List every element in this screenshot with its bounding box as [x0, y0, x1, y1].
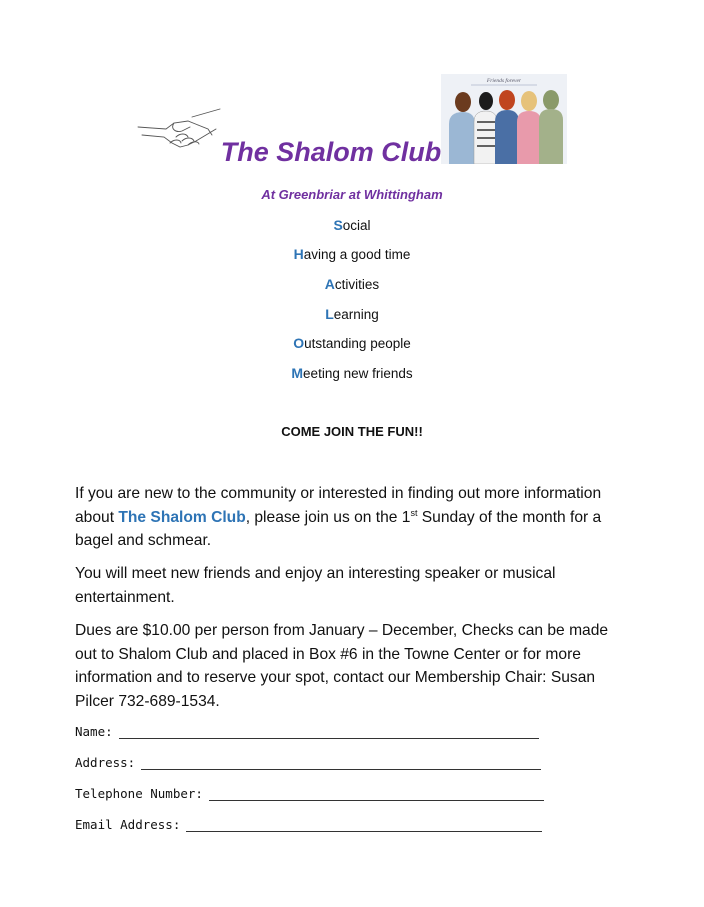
acrostic-line	[0, 276, 704, 292]
name-line[interactable]	[119, 726, 539, 739]
acrostic-cap: O	[293, 335, 305, 351]
email-line[interactable]	[186, 819, 542, 832]
acrostic-rest: utstanding people	[304, 336, 411, 351]
intro-text: If you are new to the community or interested in finding out more information about	[75, 485, 602, 526]
acrostic-line	[0, 306, 704, 322]
telephone-line[interactable]	[209, 788, 544, 801]
club-name: The Shalom Club	[118, 508, 246, 526]
ordinal-suffix: st	[410, 507, 418, 518]
subtitle: At Greenbriar at Whittingham	[261, 187, 443, 202]
intro-text-end: Sunday of the month for a bagel and schmear.	[75, 508, 602, 549]
telephone-label: Telephone Number:	[75, 786, 203, 801]
dues-paragraph: Dues are $10.00 per person from January – December, Checks can be made out to Shalom Club and placed in Box #6 in the Towne Center or for more information and to reserve your spot, contact our Membership Chair: Susan Pilcer 732-689-1534.	[75, 622, 609, 710]
title-text: The Shalom Club	[220, 137, 442, 167]
email-label: Email Address:	[75, 817, 181, 832]
acrostic-cap: M	[291, 365, 304, 381]
acrostic-cap: S	[333, 217, 343, 233]
acrostic-rest: earning	[333, 307, 379, 322]
meet-paragraph: You will meet new friends and enjoy an interesting speaker or musical entertainment.	[75, 565, 556, 606]
acrostic-cap: A	[324, 276, 335, 292]
art-caption: Friends forever	[486, 78, 522, 84]
email-field[interactable]	[75, 817, 542, 832]
telephone-field[interactable]	[75, 786, 544, 801]
acrostic-line	[0, 246, 704, 262]
acrostic-rest: ocial	[342, 218, 371, 233]
intro-text-mid: , please join us on the 1	[245, 508, 411, 526]
call-to-action: COME JOIN THE FUN!!	[281, 424, 423, 439]
acrostic-line	[0, 365, 704, 381]
acrostic-rest: eeting new friends	[303, 366, 413, 381]
name-label: Name:	[75, 724, 113, 739]
acrostic-line	[0, 217, 704, 233]
acrostic-rest: aving a good time	[303, 247, 411, 262]
acrostic-rest: ctivities	[334, 277, 380, 292]
page-title	[0, 137, 704, 168]
acrostic-line	[0, 335, 704, 351]
address-line[interactable]	[141, 757, 541, 770]
address-label: Address:	[75, 755, 136, 770]
name-field[interactable]	[75, 724, 539, 739]
acrostic-cap: H	[293, 246, 304, 262]
acrostic-cap: L	[325, 306, 334, 322]
address-field[interactable]	[75, 755, 541, 770]
intro-paragraph	[75, 482, 635, 553]
